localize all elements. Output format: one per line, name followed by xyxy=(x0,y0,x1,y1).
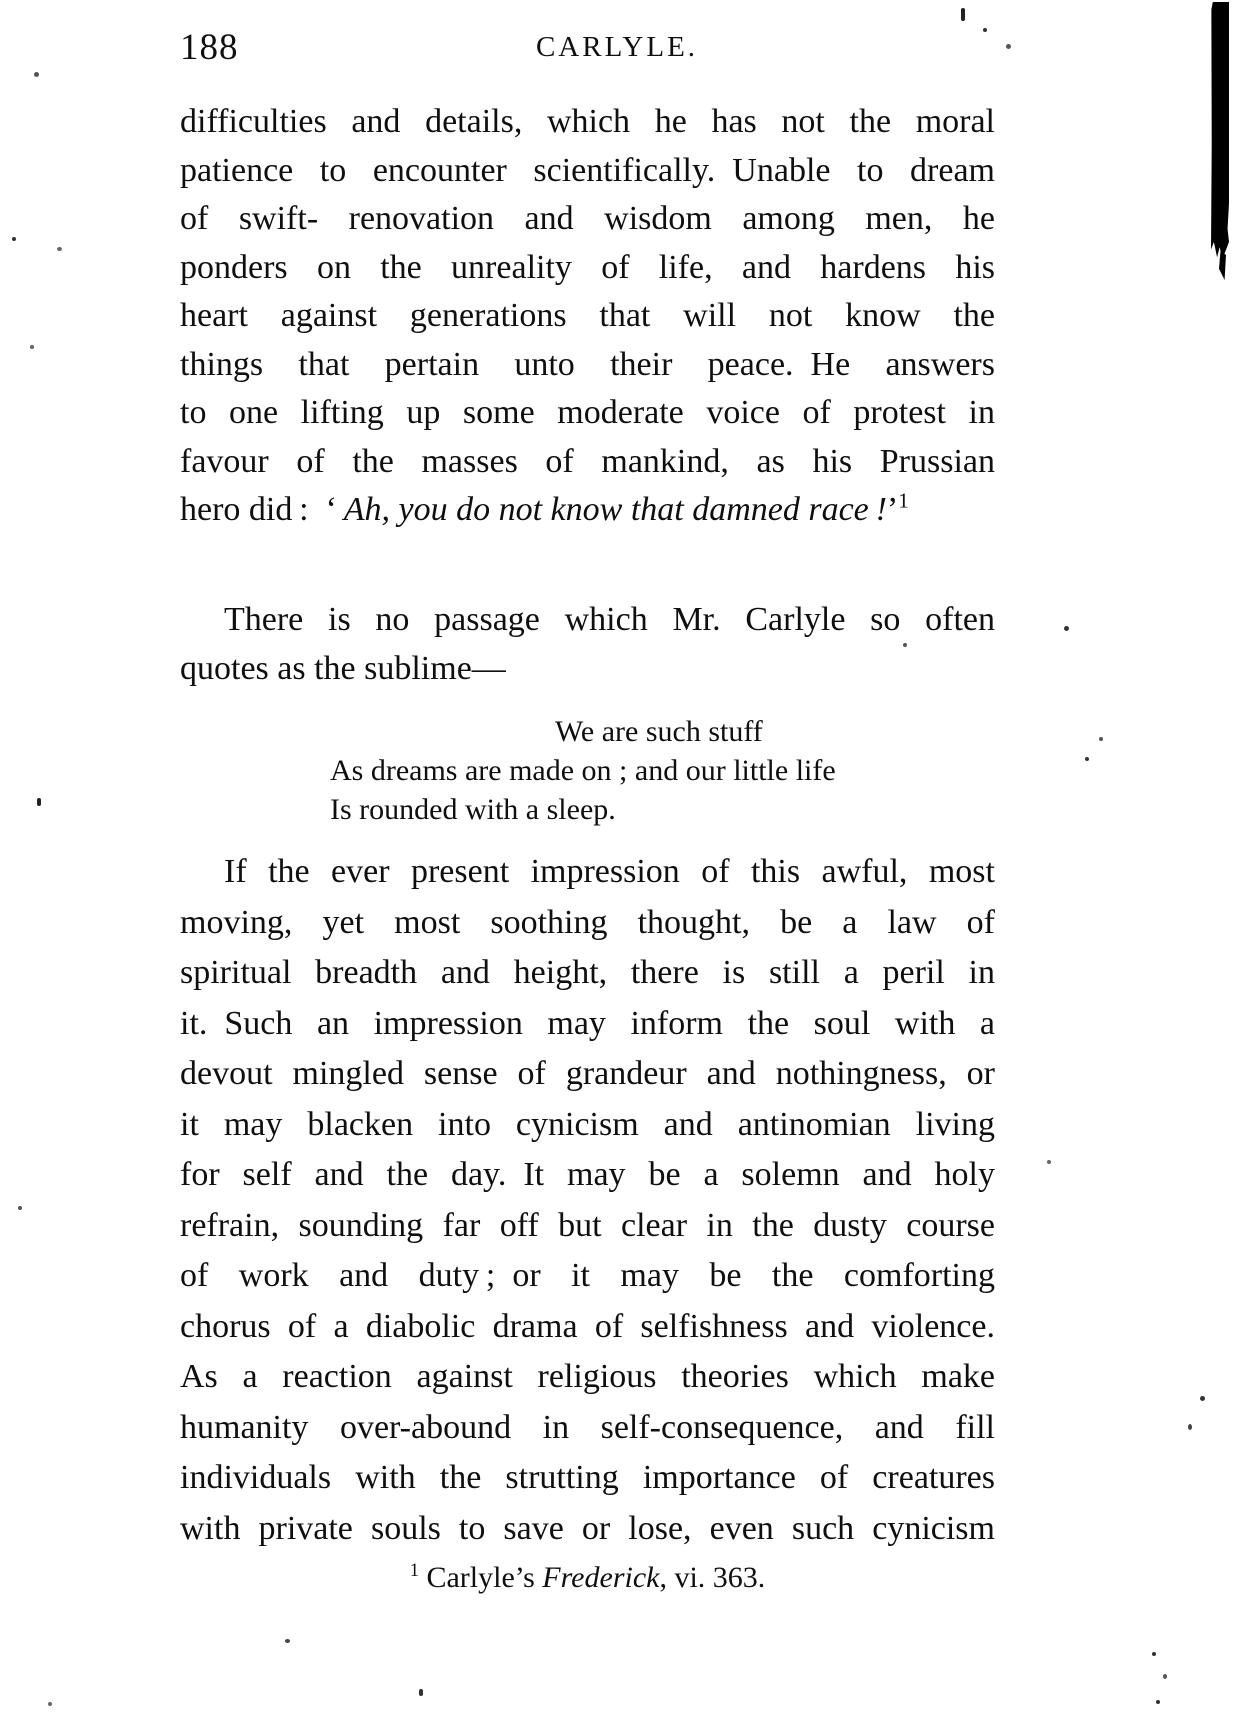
text-segment: There is no passage which Mr. Carlyle so often xyxy=(224,601,995,638)
scan-speck xyxy=(1163,1674,1167,1679)
text-line xyxy=(180,486,995,535)
text-segment: Carlyle’s xyxy=(418,1561,543,1594)
text-segment: hero did : ‘ xyxy=(180,491,344,528)
scan-speck xyxy=(1156,1700,1160,1704)
text-line xyxy=(180,898,995,949)
text-segment: ’ xyxy=(886,491,899,528)
scan-speck xyxy=(34,72,39,77)
paragraph-2 xyxy=(180,596,995,693)
footnote xyxy=(180,1557,995,1599)
scan-speck xyxy=(419,1689,423,1696)
text-segment: heart against generations that will not know the xyxy=(180,297,995,334)
text-segment: moving, yet most soothing thought, be a law of xyxy=(180,903,995,941)
text-line xyxy=(180,1100,995,1151)
scan-speck xyxy=(1006,44,1011,49)
text-line xyxy=(180,98,995,147)
text-line xyxy=(330,712,990,751)
text-segment: quotes as the sublime— xyxy=(180,649,506,687)
scan-speck xyxy=(30,345,34,349)
text-line xyxy=(330,751,990,790)
text-segment: refrain, sounding far off but clear in the dusty course xyxy=(180,1206,995,1244)
paragraph-3 xyxy=(180,847,995,1554)
text-line xyxy=(180,596,995,645)
text-segment: favour of the masses of mankind, as his Prussian xyxy=(180,442,995,480)
scan-artifact-bar-tail xyxy=(1219,252,1226,280)
text-segment: patience to encounter scientifically. Unable to dream xyxy=(180,151,995,189)
text-line xyxy=(180,1150,995,1201)
text-segment: difficulties and details, which he has not the moral xyxy=(180,103,995,140)
scan-speck xyxy=(1064,626,1069,631)
paragraph-1 xyxy=(180,98,995,535)
page-number: 188 xyxy=(180,27,239,68)
text-segment: devout mingled sense of grandeur and nothingness, or xyxy=(180,1055,995,1092)
text-line xyxy=(180,1504,995,1555)
scan-speck xyxy=(903,643,907,647)
text-segment: it may blacken into cynicism and antinomian living xyxy=(180,1105,995,1143)
text-segment: As dreams are made on ; and our little life xyxy=(330,754,836,787)
scan-speck xyxy=(12,237,16,241)
text-line xyxy=(180,195,995,244)
text-segment: If the ever present impression of this awful, most xyxy=(224,853,995,890)
scan-artifact-bar xyxy=(1211,2,1229,260)
scan-speck xyxy=(1152,1652,1156,1656)
text-line xyxy=(180,948,995,999)
scan-speck xyxy=(1047,1160,1051,1164)
text-line xyxy=(180,1453,995,1504)
text-segment: of work and duty ; or it may be the comforting xyxy=(180,1257,995,1294)
text-line xyxy=(180,438,995,487)
text-line xyxy=(180,1302,995,1353)
text-line xyxy=(330,790,990,829)
scan-speck xyxy=(1099,737,1103,741)
text-segment: , vi. 363. xyxy=(659,1561,766,1594)
text-segment: individuals with the strutting importance of creatures xyxy=(180,1459,995,1496)
text-segment: chorus of a diabolic drama of selfishness and violence. xyxy=(180,1307,995,1345)
scan-speck xyxy=(57,247,62,251)
text-segment: We are such stuff xyxy=(555,715,763,748)
text-line xyxy=(180,645,995,694)
text-line xyxy=(180,1049,995,1100)
text-segment: to one lifting up some moderate voice of protest in xyxy=(180,394,995,431)
scan-speck xyxy=(983,28,987,32)
superscript-marker: 1 xyxy=(898,488,909,513)
text-line xyxy=(180,244,995,293)
text-segment: with private souls to save or lose, even such cynicism xyxy=(180,1509,995,1547)
text-line xyxy=(180,1557,995,1599)
italic-text: Ah, you do not know that damned race ! xyxy=(343,491,887,528)
text-line xyxy=(180,292,995,341)
text-segment: humanity over-abound in self-consequence, and fill xyxy=(180,1408,995,1446)
scan-speck xyxy=(1188,1424,1192,1430)
text-segment: for self and the day. It may be a solemn and holy xyxy=(180,1156,995,1193)
text-line xyxy=(180,147,995,196)
scan-speck xyxy=(37,798,41,806)
text-line xyxy=(180,1251,995,1302)
superscript-marker: 1 xyxy=(409,1560,419,1581)
text-segment: Is rounded with a sleep. xyxy=(330,793,616,826)
text-segment: things that pertain unto their peace. He answers xyxy=(180,345,995,383)
text-line xyxy=(180,1403,995,1454)
verse-quote xyxy=(330,712,990,829)
scan-speck xyxy=(18,1206,22,1210)
scan-speck xyxy=(1085,757,1089,761)
scan-speck xyxy=(1200,1396,1205,1401)
text-segment: it. Such an impression may inform the soul with a xyxy=(180,1004,995,1042)
text-line xyxy=(180,389,995,438)
text-segment: spiritual breadth and height, there is still a peril in xyxy=(180,954,995,991)
text-segment: of swift- renovation and wisdom among men, he xyxy=(180,200,995,237)
text-line xyxy=(180,999,995,1050)
text-segment: As a reaction against religious theories which make xyxy=(180,1358,995,1395)
text-line xyxy=(180,847,995,898)
text-segment: ponders on the unreality of life, and hardens his xyxy=(180,248,995,286)
text-line xyxy=(180,1201,995,1252)
scan-speck xyxy=(285,1639,290,1643)
scan-speck xyxy=(48,1702,52,1706)
italic-text: Frederick xyxy=(542,1561,660,1594)
running-title: CARLYLE. xyxy=(535,31,699,63)
text-line xyxy=(180,1352,995,1403)
scan-speck xyxy=(961,8,965,21)
text-line xyxy=(180,341,995,390)
